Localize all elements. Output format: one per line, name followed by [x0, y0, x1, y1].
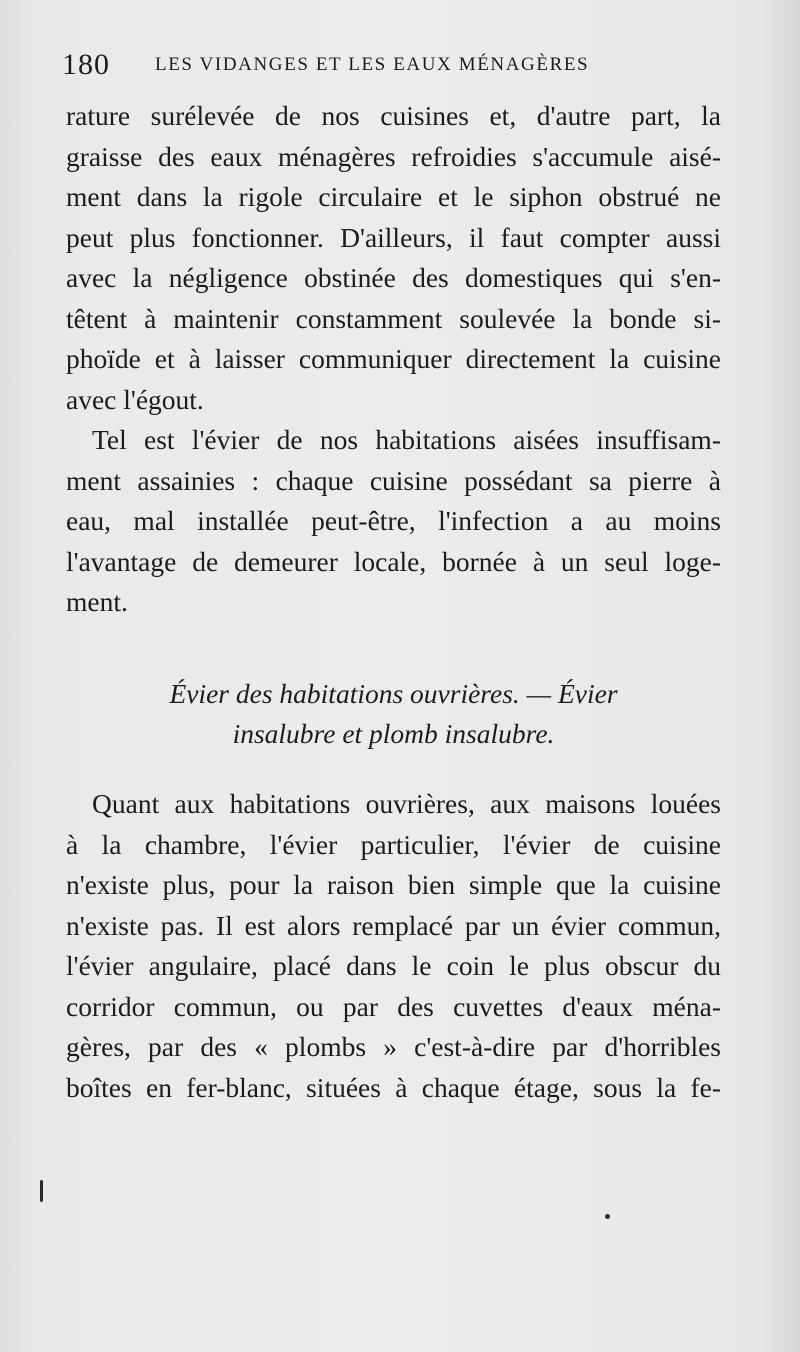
text-line: gères, par des « plombs » c'est-à-dire par d'horribles	[66, 1031, 721, 1062]
ink-speck	[40, 1180, 43, 1202]
text-line: graisse des eaux ménagères refroidies s'accumule aisé-	[66, 140, 721, 172]
text-line: eau, mal installée peut-être, l'infection a au moins	[66, 505, 721, 536]
text-line: têtent à maintenir constamment soulevée la bonde si-	[66, 302, 721, 334]
page-number: 180	[62, 48, 110, 81]
text-line: avec la négligence obstinée des domestiques qui s'en-	[66, 262, 721, 293]
text-line: n'existe pas. Il est alors remplacé par un évier commun,	[66, 909, 721, 941]
text-line: avec l'égout.	[66, 383, 204, 415]
text-line: ment assainies : chaque cuisine possédant sa pierre à	[66, 464, 721, 496]
ink-speck	[605, 1214, 610, 1219]
section-heading-line: Évier des habitations ouvrières. — Évier	[169, 678, 618, 709]
text-line: rature surélevée de nos cuisines et, d'autre part, la	[66, 100, 721, 131]
paragraph	[66, 420, 721, 623]
text-line: à la chambre, l'évier particulier, l'évier de cuisine	[66, 828, 721, 860]
section-heading-line: insalubre et plomb insalubre.	[232, 718, 555, 749]
text-line: l'évier angulaire, placé dans le coin le plus obscur du	[66, 950, 721, 981]
text-line: boîtes en fer-blanc, situées à chaque étage, sous la fe-	[66, 1071, 721, 1103]
text-block-upper	[66, 96, 721, 623]
text-line: phoïde et à laisser communiquer directement la cuisine	[66, 343, 721, 374]
paragraph	[66, 784, 721, 1108]
running-head	[62, 48, 742, 88]
running-title: LES VIDANGES ET LES EAUX MÉNAGÈRES	[155, 54, 590, 75]
text-line: n'existe plus, pour la raison bien simple que la cuisine	[66, 869, 721, 900]
paragraph	[66, 96, 721, 420]
text-line: ment.	[66, 586, 128, 617]
text-line: Tel est l'évier de nos habitations aisées insuffisam-	[92, 424, 721, 455]
text-line: l'avantage de demeurer locale, bornée à un seul loge-	[66, 545, 721, 577]
text-line: corridor commun, ou par des cuvettes d'eaux ména-	[66, 990, 721, 1022]
text-block-lower	[66, 784, 721, 1108]
text-line: ment dans la rigole circulaire et le siphon obstrué ne	[66, 181, 721, 212]
text-line: Quant aux habitations ouvrières, aux maisons louées	[92, 788, 721, 819]
section-heading	[66, 674, 721, 754]
text-line: peut plus fonctionner. D'ailleurs, il faut compter aussi	[66, 221, 721, 253]
